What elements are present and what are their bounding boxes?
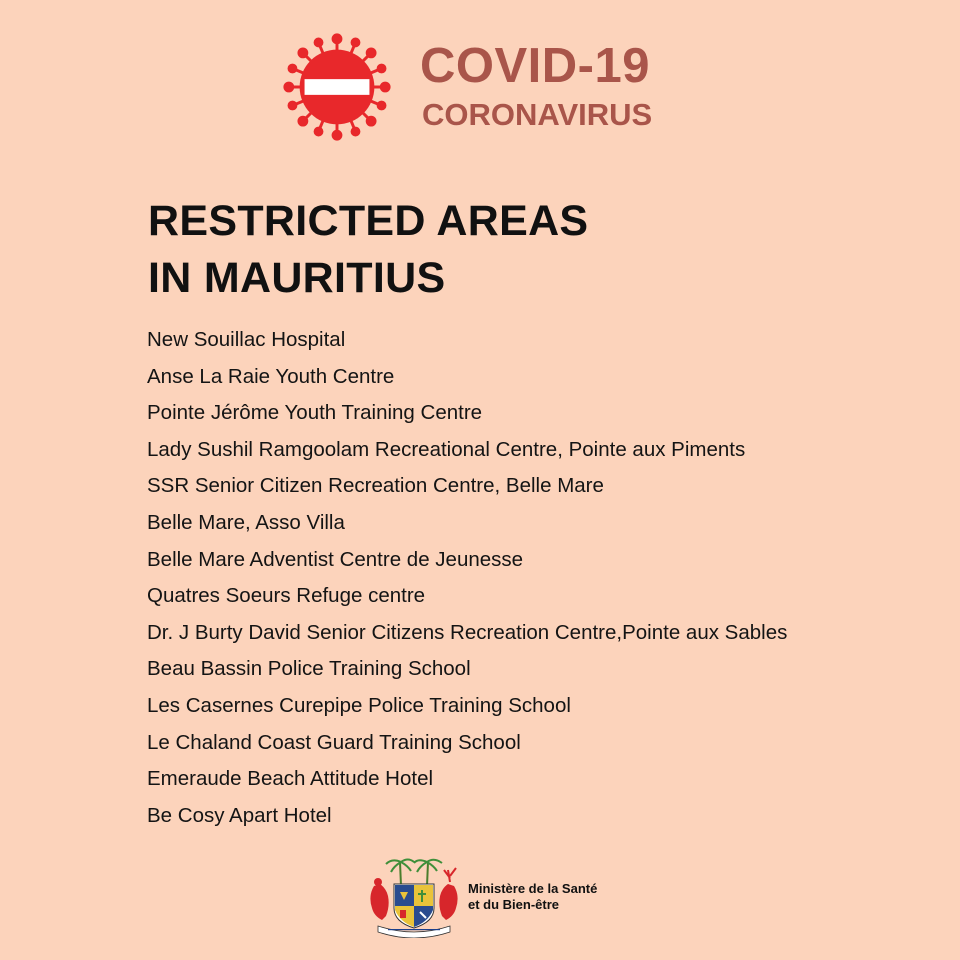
covid-subtitle: CORONAVIRUS [422,97,653,132]
list-item: Dr. J Burty David Senior Citizens Recreation Centre,Pointe aux Sables [147,620,788,644]
list-item: SSR Senior Citizen Recreation Centre, Belle Mare [147,474,604,498]
list-item: Anse La Raie Youth Centre [147,364,395,388]
coat-of-arms-logo [364,856,464,938]
list-item: Emeraude Beach Attitude Hotel [147,767,434,791]
list-item: Be Cosy Apart Hotel [147,803,332,827]
ministry-line-2: et du Bien-être [468,897,560,912]
ministry-name [468,881,597,913]
header-text [420,41,652,133]
list-item: Le Chaland Coast Guard Training School [147,730,521,754]
page-title-line-2: IN MAURITIUS [148,254,446,302]
list-item: Quatres Soeurs Refuge centre [147,584,426,608]
list-item: Pointe Jérôme Youth Training Centre [147,401,483,425]
page-title [148,193,588,307]
list-item: Lady Sushil Ramgoolam Recreational Centre, Pointe aux Piments [147,437,746,461]
covid-title: COVID-19 [420,39,651,93]
restricted-areas-list [147,322,787,834]
ministry-line-1: Ministère de la Santé [468,881,598,896]
list-item: Belle Mare, Asso Villa [147,510,345,534]
list-item: New Souillac Hospital [147,328,346,351]
footer [364,856,597,938]
list-item: Beau Bassin Police Training School [147,657,471,681]
list-item: Belle Mare Adventist Centre de Jeunesse [147,547,524,571]
no-entry-virus-icon [278,28,396,146]
list-item: Les Casernes Curepipe Police Training School [147,693,571,717]
header [278,28,652,146]
page-title-line-1: RESTRICTED AREAS [148,197,589,245]
